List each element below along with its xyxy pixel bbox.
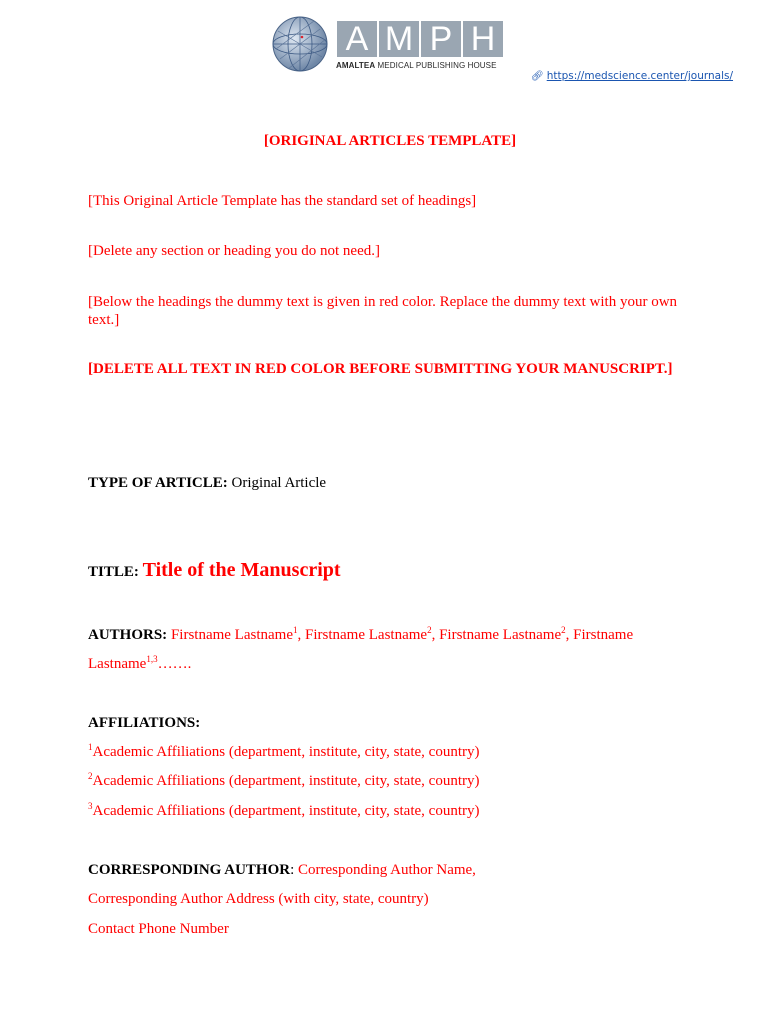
instruction-headings: [This Original Article Template has the standard set of headings]: [88, 193, 477, 209]
title-label: TITLE:: [88, 564, 143, 580]
brand-subtitle-bold: AMALTEA: [336, 61, 376, 70]
author-affiliation-sup: 1: [293, 625, 298, 635]
template-title: [ORIGINAL ARTICLES TEMPLATE]: [263, 133, 517, 149]
affiliation-text: Academic Affiliations (department, institute, city, state, country): [92, 744, 480, 760]
globe-logo-icon: [270, 15, 330, 73]
journal-url-line: [531, 70, 733, 82]
author-name: Lastname: [88, 656, 147, 672]
corresponding-author-name: Corresponding Author Name,: [294, 862, 476, 878]
brand-letter: A: [337, 21, 377, 57]
type-of-article-value: Original Article: [227, 475, 327, 491]
author-affiliation-sup: 1,3: [146, 654, 158, 664]
amph-logo: [270, 15, 506, 73]
affiliation-text: Academic Affiliations (department, institute, city, state, country): [92, 773, 480, 789]
brand-letter: P: [421, 21, 461, 57]
brand-letter: M: [379, 21, 419, 57]
type-of-article-label: TYPE OF ARTICLE:: [88, 475, 228, 491]
affiliation-item: [88, 802, 708, 820]
affiliation-text: Academic Affiliations (department, institute, city, state, country): [92, 803, 480, 819]
author-name: , Firstname Lastname: [297, 627, 428, 643]
affiliation-sup: 1: [88, 742, 93, 752]
type-of-article: [88, 474, 708, 492]
author-affiliation-sup: 2: [427, 625, 432, 635]
authors-ellipsis: …….: [157, 656, 192, 672]
author-name: , Firstname: [565, 627, 634, 643]
author-affiliation-sup: 2: [561, 625, 566, 635]
instruction-delete-sections: [Delete any section or heading you do not need.]: [88, 243, 380, 259]
affiliation-sup: 3: [88, 801, 93, 811]
corresponding-author-label: CORRESPONDING AUTHOR: [88, 862, 291, 878]
brand-letter: H: [463, 21, 503, 57]
affiliation-sup: 2: [88, 771, 93, 781]
manuscript-title: Title of the Manuscript: [142, 559, 341, 581]
manuscript-title-line: [88, 558, 708, 584]
brand-subtitle: [336, 61, 497, 70]
corresponding-author-phone: Contact Phone Number: [88, 921, 229, 937]
journal-url-link[interactable]: https://medscience.center/journals/: [546, 70, 734, 82]
corresponding-author-line: [88, 861, 708, 879]
author-name: , Firstname Lastname: [431, 627, 562, 643]
author-name: Firstname Lastname: [167, 627, 293, 643]
brand-subtitle-rest: MEDICAL PUBLISHING HOUSE: [375, 61, 497, 70]
instruction-delete-red: [DELETE ALL TEXT IN RED COLOR BEFORE SUBMITTING YOUR MANUSCRIPT.]: [88, 361, 673, 377]
affiliation-item: [88, 743, 708, 761]
authors-line-1: [88, 626, 708, 644]
instruction-dummy-text: [Below the headings the dummy text is given in red color. Replace the dummy text with your own text.]: [88, 294, 678, 328]
corresponding-author-address: Corresponding Author Address (with city, state, country): [88, 891, 429, 907]
authors-label: AUTHORS:: [88, 627, 168, 643]
link-icon: 🔗︎: [531, 71, 544, 82]
corresponding-author-colon: :: [290, 862, 295, 878]
brand-letters: [337, 21, 505, 57]
affiliation-item: [88, 772, 708, 790]
authors-line-2: [88, 655, 708, 673]
affiliations-label: AFFILIATIONS:: [88, 715, 201, 731]
